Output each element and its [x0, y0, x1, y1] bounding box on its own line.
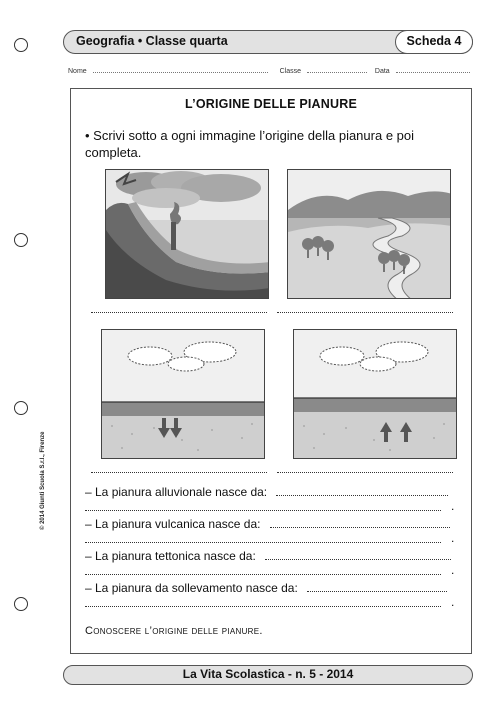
sheet-number: Scheda 4 [395, 30, 473, 54]
period: . [451, 499, 455, 513]
binder-hole [14, 401, 28, 415]
binder-hole [14, 233, 28, 247]
question-row [85, 517, 450, 531]
header-bar [63, 30, 473, 54]
binder-hole [14, 597, 28, 611]
sinking-ground-icon [101, 329, 265, 459]
date-label: Data [374, 68, 390, 75]
volcano-eruption-icon [105, 169, 269, 299]
question-row [85, 485, 448, 499]
question-row [85, 549, 451, 563]
answer-line[interactable] [85, 509, 441, 511]
subject-title: Geografia • Classe quarta [76, 34, 228, 48]
answer-line[interactable] [91, 471, 267, 473]
date-field[interactable] [396, 66, 470, 73]
footer-bar: La Vita Scolastica - n. 5 - 2014 [63, 665, 473, 685]
river-plain-icon [287, 169, 451, 299]
answer-line[interactable] [91, 311, 267, 313]
answer-line[interactable] [277, 471, 453, 473]
rising-ground-icon [293, 329, 457, 459]
learning-goal: Conoscere l’origine delle pianure. [85, 625, 263, 637]
worksheet-frame [70, 88, 472, 654]
name-field[interactable] [93, 66, 268, 73]
question-text: – La pianura vulcanica nasce da: [85, 517, 261, 531]
question-text: – La pianura da sollevamento nasce da: [85, 581, 298, 595]
student-info-row [68, 66, 468, 75]
worksheet-title: L’ORIGINE DELLE PIANURE [185, 97, 357, 111]
class-field[interactable] [307, 66, 367, 73]
question-text: – La pianura alluvionale nasce da: [85, 485, 268, 499]
answer-line[interactable] [277, 311, 453, 313]
class-label: Classe [279, 68, 301, 75]
question-row [85, 581, 447, 595]
period: . [451, 563, 455, 577]
answer-line[interactable] [85, 573, 441, 575]
question-text: – La pianura tettonica nasce da: [85, 549, 256, 563]
answer-line[interactable] [85, 541, 441, 543]
answer-field[interactable] [270, 519, 450, 528]
answer-line[interactable] [85, 605, 441, 607]
copyright-notice: © 2014 Giunti Scuola S.r.l., Firenze [40, 431, 46, 530]
period: . [451, 531, 455, 545]
answer-field[interactable] [276, 487, 448, 496]
answer-field[interactable] [307, 583, 447, 592]
period: . [451, 595, 455, 609]
binder-hole [14, 38, 28, 52]
name-label: Nome [68, 68, 87, 75]
answer-field[interactable] [265, 551, 451, 560]
worksheet-instruction: • Scrivi sotto a ogni immagine l’origine della pianura e poi completa. [85, 128, 415, 160]
